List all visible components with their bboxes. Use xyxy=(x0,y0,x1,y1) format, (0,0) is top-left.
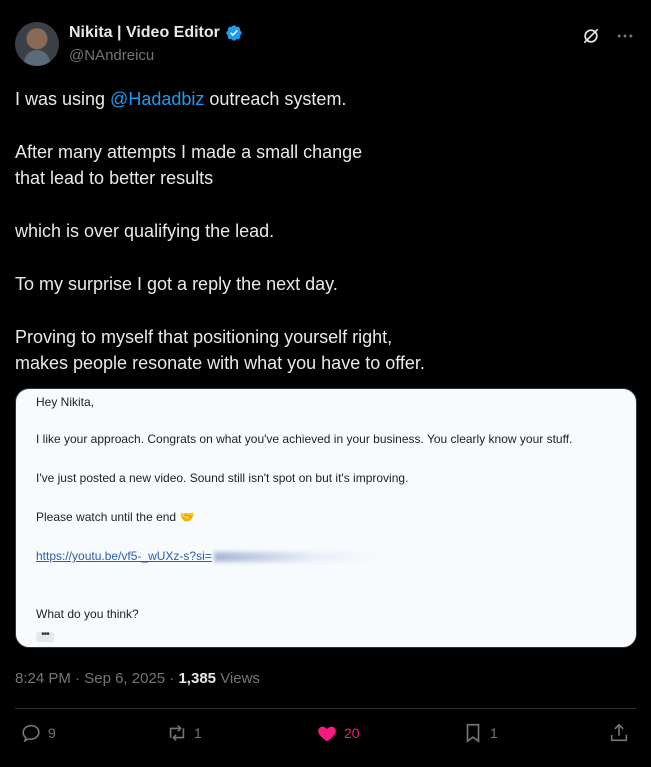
author-name[interactable]: Nikita | Video Editor xyxy=(69,24,220,41)
reply-icon xyxy=(20,722,42,744)
tweet-time[interactable]: 8:24 PM xyxy=(15,670,71,687)
repost-button[interactable] xyxy=(166,722,202,744)
reply-count: 9 xyxy=(48,725,56,741)
tweet-line: makes people resonate with what you have to offer. xyxy=(15,353,425,373)
tweet-header xyxy=(15,22,635,70)
tweet-text xyxy=(15,86,635,376)
grok-icon[interactable] xyxy=(581,26,601,46)
top-actions xyxy=(581,26,635,46)
tweet-date[interactable]: Sep 6, 2025 xyxy=(84,670,166,687)
email-text: Please watch until the end xyxy=(36,510,177,524)
bookmark-count: 1 xyxy=(490,725,498,741)
author-name-row xyxy=(69,24,243,42)
reply-button[interactable] xyxy=(20,722,56,744)
repost-icon xyxy=(166,722,188,744)
email-paragraph xyxy=(36,510,194,525)
verified-badge-icon xyxy=(225,24,243,42)
meta-separator: · xyxy=(165,670,179,687)
like-count: 20 xyxy=(344,725,360,741)
tweet-text-segment: outreach system. xyxy=(204,89,347,109)
email-link-row xyxy=(36,549,379,564)
email-paragraph: I've just posted a new video. Sound still isn't spot on but it's improving. xyxy=(36,471,409,485)
tweet-line xyxy=(15,86,635,112)
divider xyxy=(15,708,636,709)
views-label: Views xyxy=(220,670,260,687)
avatar[interactable] xyxy=(15,22,59,66)
tweet-meta xyxy=(15,670,260,687)
tweet-line: that lead to better results xyxy=(15,168,214,188)
tweet-line: Proving to myself that positioning yourself right, xyxy=(15,327,393,347)
author-handle[interactable]: @NAndreicu xyxy=(69,47,155,64)
email-closing: What do you think? xyxy=(36,607,139,621)
handshake-emoji-icon: 🤝 xyxy=(179,510,195,524)
email-more-icon: ••• xyxy=(36,632,54,642)
redacted-blur xyxy=(214,552,379,562)
more-options-icon[interactable] xyxy=(615,26,635,46)
repost-count: 1 xyxy=(194,725,202,741)
heart-icon xyxy=(316,722,338,744)
share-button[interactable] xyxy=(608,722,630,744)
like-button[interactable] xyxy=(316,722,360,744)
email-greeting: Hey Nikita, xyxy=(36,395,95,409)
tweet-line: which is over qualifying the lead. xyxy=(15,221,275,241)
tweet-line: After many attempts I made a small change xyxy=(15,142,363,162)
tweet-text-segment: I was using xyxy=(15,89,111,109)
mention-link[interactable]: @Hadadbiz xyxy=(110,89,205,109)
tweet-line: To my surprise I got a reply the next day. xyxy=(15,274,338,294)
email-paragraph: I like your approach. Congrats on what you've achieved in your business. You clearly know your stuff. xyxy=(36,432,573,446)
share-icon xyxy=(608,722,630,744)
bookmark-button[interactable] xyxy=(462,722,498,744)
youtube-link[interactable]: https://youtu.be/vf5-_wUXz-s?si= xyxy=(36,549,212,563)
views-count: 1,385 xyxy=(178,670,217,687)
email-screenshot-image[interactable] xyxy=(15,388,637,648)
meta-separator: · xyxy=(70,670,85,687)
bookmark-icon xyxy=(462,722,484,744)
action-bar xyxy=(20,722,632,750)
